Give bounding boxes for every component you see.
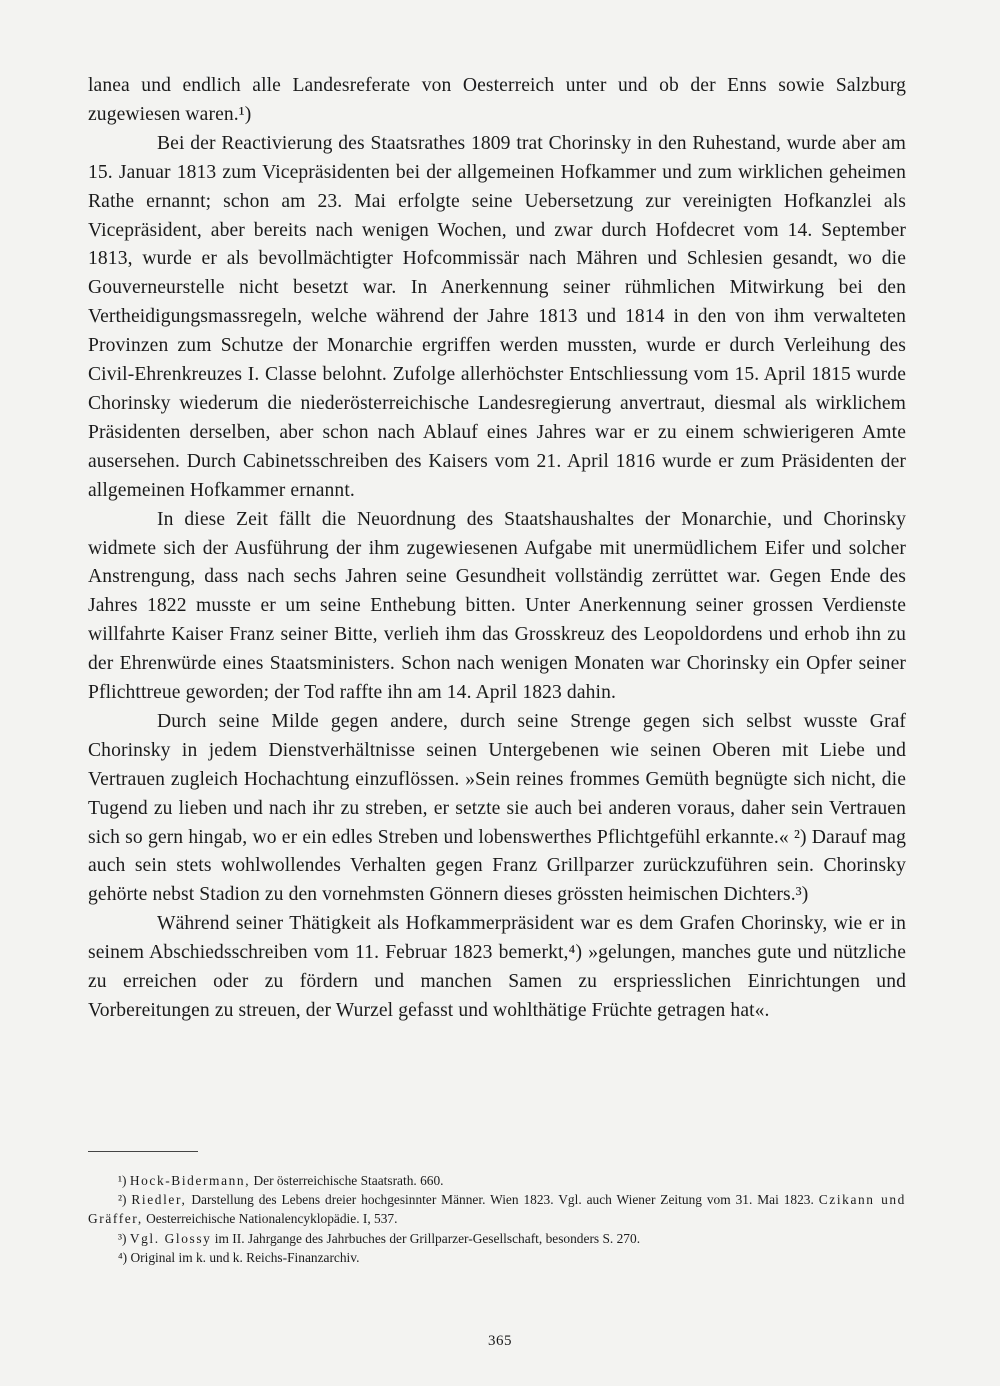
paragraph-3: In diese Zeit fällt die Neuordnung des Staatshaushaltes der Monarchie, und Chorinsky widmete sich der Ausführung der ihm zugewiesenen Aufgabe mit unermüdlichem Eifer und solcher Anstrengung, dass nach sechs Jahren seine Gesundheit vollständig zerrüttet war. Gegen Ende des Jahres 1822 musste er um seine Enthebung bitten. Unter Anerkennung seiner grossen Verdienste willfahrte Kaiser Franz seiner Bitte, verlieh ihm das Grosskreuz des Leopoldordens und erhob ihn zu der Ehrenwürde eines Staatsministers. Schon nach wenigen Monaten war Chorinsky ein Opfer seiner Pflichttreue geworden; der Tod raffte ihn am 14. April 1823 dahin. — [88, 508, 906, 704]
footnote-text: Der österreichische Staatsrath. 660. — [253, 1173, 444, 1188]
footnote-author: Riedler, — [131, 1192, 187, 1208]
footnote-divider — [88, 1151, 198, 1152]
main-text — [88, 72, 906, 1026]
footnote-marker: ³) — [118, 1230, 127, 1246]
footnote-text: Original im k. und k. Reichs-Finanzarchiv. — [130, 1249, 360, 1265]
footnote-marker: ¹) — [118, 1173, 127, 1188]
footnote-1 — [88, 1171, 906, 1190]
page-number: 365 — [488, 1333, 512, 1349]
paragraph-4: Durch seine Milde gegen andere, durch seine Strenge gegen sich selbst wusste Graf Chorinsky in jedem Dienstverhältnisse seinen Untergebenen wie seinen Oberen mit Liebe und Vertrauen zugleich Hochachtung einzuflössen. »Sein reines frommes Gemüth begnügte sich nicht, die Tugend zu lieben und nach ihr zu streben, er setzte sie auch bei anderen voraus, daher sein Vertrauen sich so gern hingab, wo er ein edles Streben und lobenswerthes Pflichtgefühl erkannte.« ²) Darauf mag auch sein stets wohlwollendes Verhalten gegen Franz Grillparzer zurückzuführen sein. Chorinsky gehörte nebst Stadion zu den vornehmsten Gönnern dieses grössten heimischen Dichters.³) — [88, 710, 906, 906]
footnote-author-2: Czikann und Gräffer, — [88, 1192, 906, 1227]
footnote-marker: ⁴) — [118, 1249, 128, 1265]
footnote-3 — [88, 1229, 906, 1248]
footnote-text: Darstellung des Lebens dreier hochgesinnter Männer. Wien 1823. Vgl. auch Wiener Zeitung vom 31. Mai 1823. — [191, 1192, 814, 1208]
footnote-text-2: Oesterreichische Nationalencyklopädie. I, 537. — [146, 1211, 398, 1227]
paragraph-1: lanea und endlich alle Landesreferate von Oesterreich unter und ob der Enns sowie Salzburg zugewiesen waren.¹) — [88, 75, 906, 125]
footnote-text: im II. Jahrgange des Jahrbuches der Grillparzer-Gesellschaft, besonders S. 270. — [214, 1230, 641, 1246]
footnote-2 — [88, 1190, 906, 1228]
footnotes — [88, 1171, 906, 1267]
footnote-4 — [88, 1248, 906, 1267]
footnote-marker: ²) — [118, 1192, 127, 1208]
footnote-author: Vgl. Glossy — [129, 1230, 212, 1246]
paragraph-2: Bei der Reactivierung des Staatsrathes 1809 trat Chorinsky in den Ruhestand, wurde aber am 15. Januar 1813 zum Vicepräsidenten bei der allgemeinen Hofkammer und zum wirklichen geheimen Rathe ernannt; schon am 23. Mai erfolgte seine Uebersetzung zur vereinigten Hofkanzlei als Vicepräsident, aber bereits nach wenigen Wochen, und zwar durch Hofdecret vom 14. September 1813, wurde er als bevollmächtigter Hofcommissär nach Mähren und Schlesien gesandt, wo die Gouverneurstelle nicht besetzt war. In Anerkennung seiner rühmlichen Mitwirkung bei den Vertheidigungsmassregeln, welche während der Jahre 1813 und 1814 in den von ihm verwalteten Provinzen zum Schutze der Monarchie ergriffen werden mussten, wurde er durch Verleihung des Civil-Ehrenkreuzes I. Classe belohnt. Zufolge allerhöchster Entschliessung vom 15. April 1815 wurde Chorinsky wiederum die niederösterreichische Landesregierung anvertraut, diesmal als wirklichem Präsidenten derselben, aber schon nach Ablauf eines Jahres war er zu einem schwierigeren Amte ausersehen. Durch Cabinetsschreiben des Kaisers vom 21. April 1816 wurde er zum Präsidenten der allgemeinen Hofkammer ernannt. — [88, 132, 906, 501]
footnote-author: Hock-Bidermann, — [129, 1173, 251, 1188]
paragraph-5: Während seiner Thätigkeit als Hofkammerpräsident war es dem Grafen Chorinsky, wie er in seinem Abschiedsschreiben vom 11. Februar 1823 bemerkt,⁴) »gelungen, manches gute und nützliche zu erreichen oder zu fördern und manchen Samen zu erspriesslichen Einrichtungen und Vorbereitungen zu streuen, der Wurzel gefasst und wohlthätige Früchte getragen hat«. — [88, 913, 906, 1021]
